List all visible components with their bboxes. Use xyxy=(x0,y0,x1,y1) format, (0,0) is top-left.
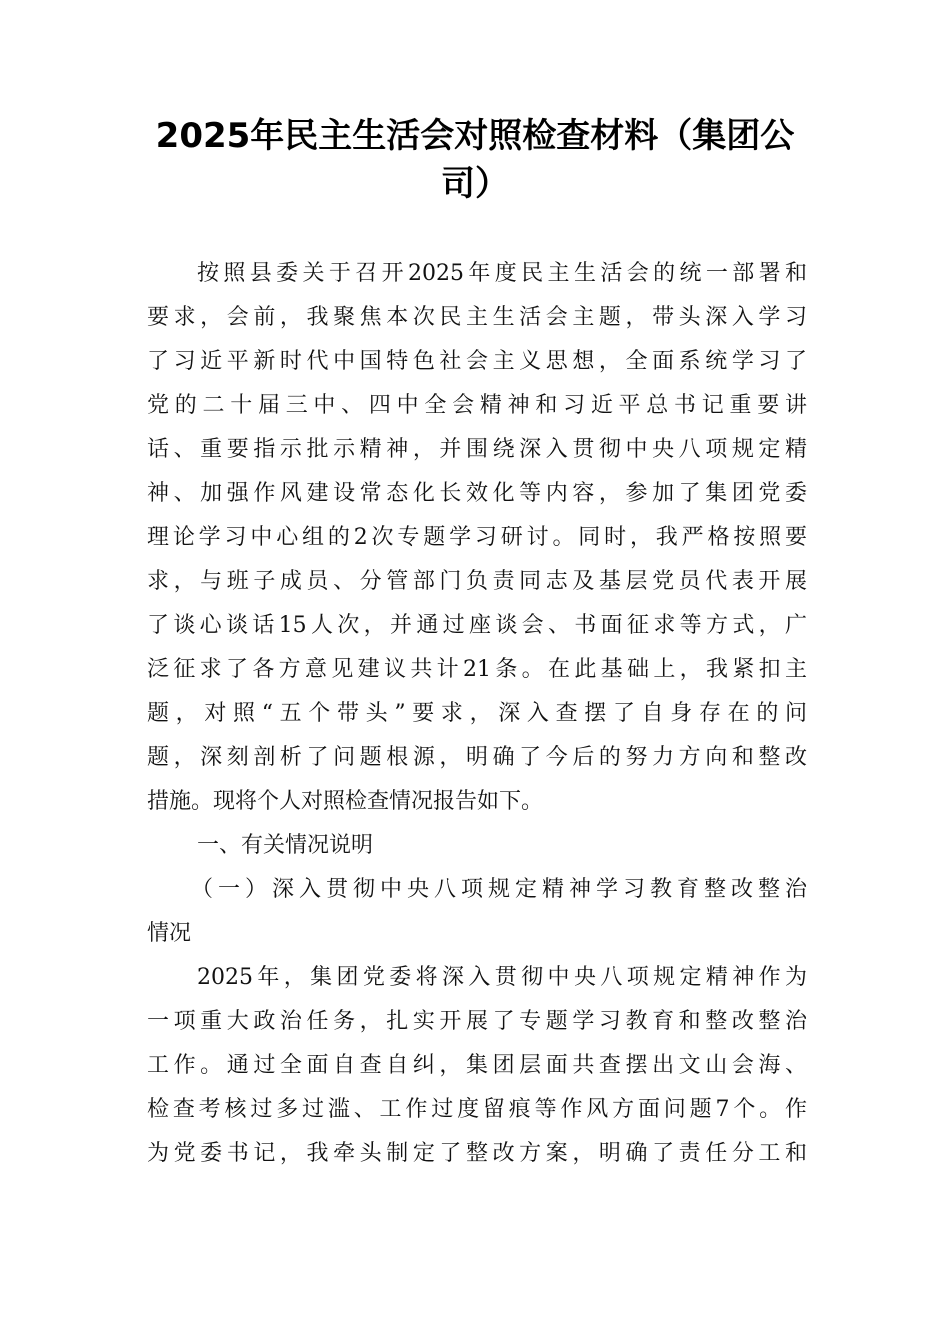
paragraph-line: 神、加强作风建设常态化长效化等内容，参加了集团党委 xyxy=(147,481,807,506)
intro-paragraph xyxy=(147,252,807,824)
paragraph-line: 了谈心谈话15人次，并通过座谈会、书面征求等方式，广 xyxy=(147,613,807,638)
document-body xyxy=(147,252,807,1176)
paragraph-line: 话、重要指示批示精神，并围绕深入贯彻中央八项规定精 xyxy=(147,437,807,462)
paragraph-line: 党的二十届三中、四中全会精神和习近平总书记重要讲 xyxy=(147,393,807,418)
paragraph-line: 了习近平新时代中国特色社会主义思想，全面系统学习了 xyxy=(147,349,807,374)
paragraph-line: 题，对照“五个带头”要求，深入查摆了自身存在的问 xyxy=(147,701,807,726)
paragraph-line: 要求，会前，我聚焦本次民主生活会主题，带头深入学习 xyxy=(147,305,807,330)
paragraph-line: 理论学习中心组的2次专题学习研讨。同时，我严格按照要 xyxy=(147,525,807,550)
subsection-heading-line: （一）深入贯彻中央八项规定精神学习教育整改整治 xyxy=(191,877,807,902)
paragraph-line: 按照县委关于召开2025年度民主生活会的统一部署和 xyxy=(197,261,807,286)
paragraph-line: 工作。通过全面自查自纠，集团层面共查摆出文山会海、 xyxy=(147,1053,807,1078)
paragraph-line: 泛征求了各方意见建议共计21条。在此基础上，我紧扣主 xyxy=(147,657,807,682)
paragraph-line: 求，与班子成员、分管部门负责同志及基层党员代表开展 xyxy=(147,569,807,594)
paragraph-line: 措施。现将个人对照检查情况报告如下。 xyxy=(147,789,544,814)
subsection-heading-line: 情况 xyxy=(147,921,192,946)
paragraph-line: 题，深刻剖析了问题根源，明确了今后的努力方向和整改 xyxy=(147,745,807,770)
paragraph-line: 2025年，集团党委将深入贯彻中央八项规定精神作为 xyxy=(197,965,807,990)
title-line-1: 2025年民主生活会对照检查材料（集团公 xyxy=(155,116,795,156)
title-line-2: 司） xyxy=(441,164,509,204)
paragraph-line: 检查考核过多过滥、工作过度留痕等作风方面问题7个。作 xyxy=(147,1097,807,1122)
document-title xyxy=(140,112,810,208)
subsection-paragraph xyxy=(147,956,807,1176)
subsection-heading xyxy=(147,868,807,956)
section-heading: 一、有关情况说明 xyxy=(197,833,374,858)
paragraph-line: 一项重大政治任务，扎实开展了专题学习教育和整改整治 xyxy=(147,1009,807,1034)
paragraph-line: 为党委书记，我牵头制定了整改方案，明确了责任分工和 xyxy=(147,1141,807,1166)
